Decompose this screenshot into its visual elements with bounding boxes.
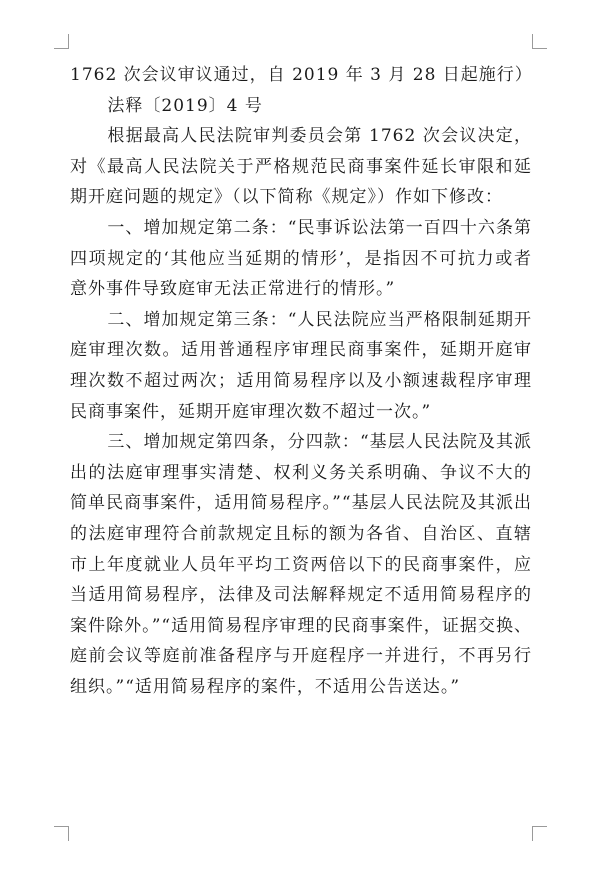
amendment-item-one: 一、增加规定第二条：“民事诉讼法第一百四十六条第四项规定的‘其他应当延期的情形’，是指因不可抗力或者意外事件导致庭审无法正常进行的情形。” [70,217,532,300]
amendment-item-two: 二、增加规定第三条：“人民法院应当严格限制延期开庭审理次数。适用普通程序审理民商事案件，延期开庭审理次数不超过两次；适用简易程序以及小额速裁程序审理民商事案件，延期开庭审理次数不超过一次。” [70,309,532,422]
amendment-item-three: 三、增加规定第四条，分四款：“基层人民法院及其派出的法庭审理事实清楚、权利义务关系明确、争议不大的简单民商事案件，适用简易程序。”“基层人民法院及其派出的法庭审理符合前款规定且标的额为各省、自治区、直辖市上年度就业人员年平均工资两倍以下的民商事案件，应当适用简易程序，法律及司法解释规定不适用简易程序的案件除外。”“适用简易程序审理的民商事案件，证据交换、庭前会议等庭前准备程序与开庭程序一并进行，不再另行组织。”“适用简易程序的案件，不适用公告送达。” [70,432,532,697]
crop-mark-top-left [54,34,69,49]
document-number: 法释〔2019〕4 号 [107,95,263,116]
adoption-note: 1762 次会议审议通过，自 2019 年 3 月 28 日起施行） [70,65,533,85]
crop-mark-bottom-left [54,826,69,841]
intro-paragraph: 根据最高人民法院审判委员会第 1762 次会议决定，对《最高人民法院关于严格规范民商事案件延长审限和延期开庭问题的规定》（以下简称《规定》）作如下修改： [70,126,532,208]
crop-mark-top-right [532,34,547,49]
crop-mark-bottom-right [532,826,547,841]
document-body [70,60,532,702]
